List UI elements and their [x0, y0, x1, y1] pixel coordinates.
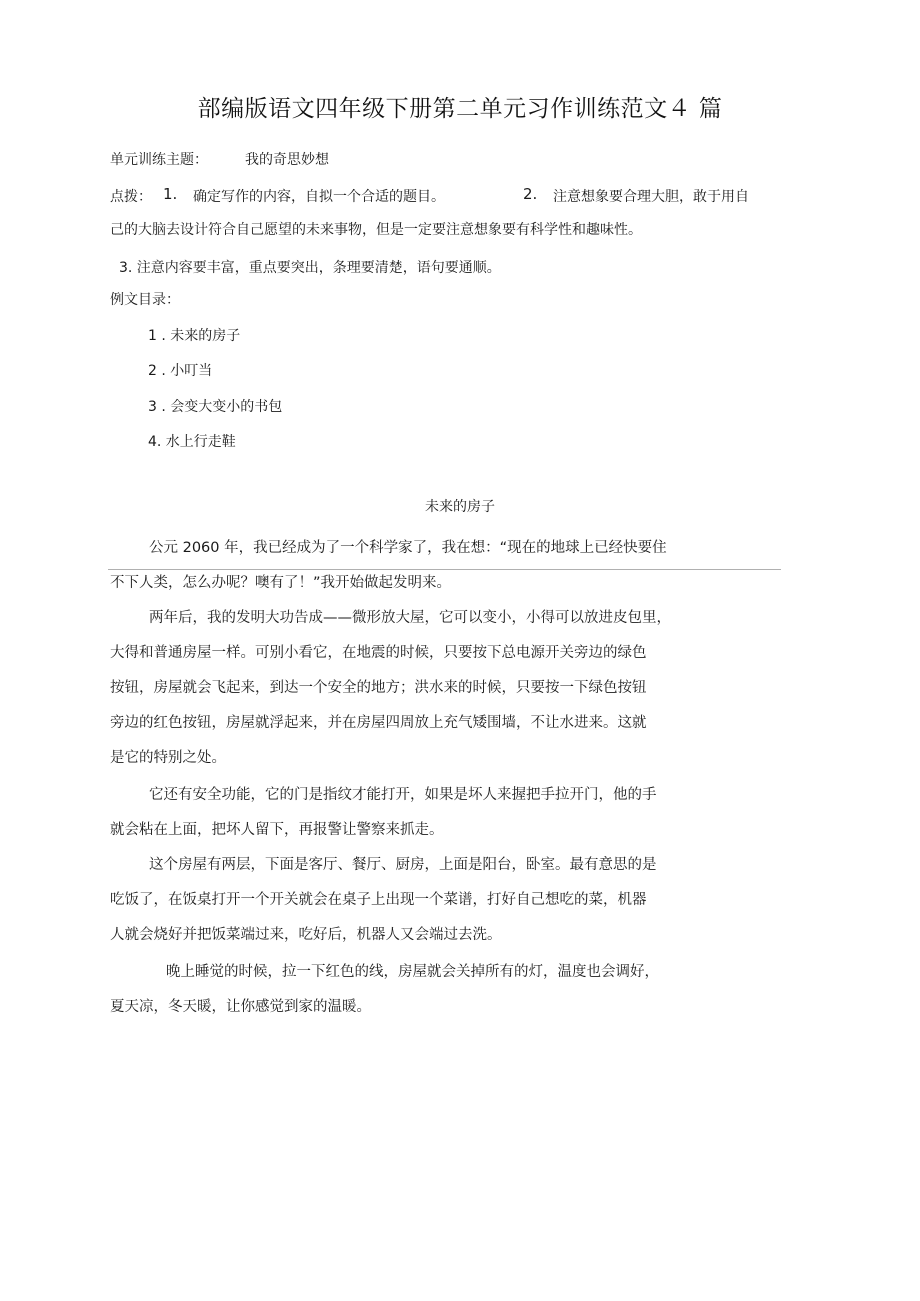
tip3-text: 3. 注意内容要丰富，重点要突出，条理要清楚，语句要通顺。	[119, 260, 501, 276]
toc-item: 4. 水上行走鞋	[148, 434, 236, 450]
tip1-text: 确定写作的内容，自拟一个合适的题目。	[193, 189, 445, 205]
toc-item: 3 . 会变大变小的书包	[148, 399, 283, 415]
essay-line: 按钮，房屋就会飞起来，到达一个安全的地方；洪水来的时候，只要按一下绿色按钮	[110, 680, 647, 696]
tip2-text: 注意想象要合理大胆，敢于用自	[553, 189, 749, 205]
toc-item: 1 . 未来的房子	[148, 328, 241, 344]
essay-line: 这个房屋有两层，下面是客厅、餐厅、厨房，上面是阳台，卧室。最有意思的是	[149, 857, 657, 873]
divider-line	[108, 569, 781, 570]
toc-label: 例文目录：	[110, 292, 180, 308]
essay-line: 公元 2060 年，我已经成为了一个科学家了，我在想：“现在的地球上已经快要住	[149, 540, 667, 556]
toc-item: 2 . 小叮当	[148, 363, 213, 379]
theme-label: 单元训练主题：	[110, 152, 208, 168]
essay-line: 旁边的红色按钮，房屋就浮起来，并在房屋四周放上充气矮围墙，不让水进来。这就	[110, 715, 647, 731]
essay-line: 它还有安全功能，它的门是指纹才能打开，如果是坏人来握把手拉开门，他的手	[149, 787, 657, 803]
essay-line: 不下人类，怎么办呢？噢有了！”我开始做起发明来。	[110, 575, 452, 591]
page-title: 部编版语文四年级下册第二单元习作训练范文４ 篇	[197, 96, 723, 122]
tips-label: 点拨：	[110, 189, 152, 205]
essay-title: 未来的房子	[425, 499, 495, 515]
tip1-number: 1.	[163, 185, 178, 203]
essay-line: 是它的特别之处。	[110, 750, 226, 766]
tip2-number: 2.	[523, 185, 538, 203]
essay-line: 两年后，我的发明大功告成——微形放大屋，它可以变小，小得可以放进皮包里，	[149, 610, 671, 626]
essay-line: 大得和普通房屋一样。可别小看它，在地震的时候，只要按下总电源开关旁边的绿色	[110, 645, 647, 661]
essay-line: 就会粘在上面，把坏人留下，再报警让警察来抓走。	[110, 822, 444, 838]
essay-line: 夏天凉，冬天暖，让你感觉到家的温暖。	[110, 999, 371, 1015]
essay-line: 吃饭了，在饭桌打开一个开关就会在桌子上出现一个菜谱，打好自己想吃的菜，机器	[110, 892, 647, 908]
essay-line: 晚上睡觉的时候，拉一下红色的线，房屋就会关掉所有的灯，温度也会调好，	[166, 964, 659, 980]
essay-line: 人就会烧好并把饭菜端过来，吃好后，机器人又会端过去洗。	[110, 927, 502, 943]
tip2-text-continued: 己的大脑去设计符合自己愿望的未来事物，但是一定要注意想象要有科学性和趣味性。	[110, 222, 642, 238]
theme-value: 我的奇思妙想	[245, 152, 329, 168]
